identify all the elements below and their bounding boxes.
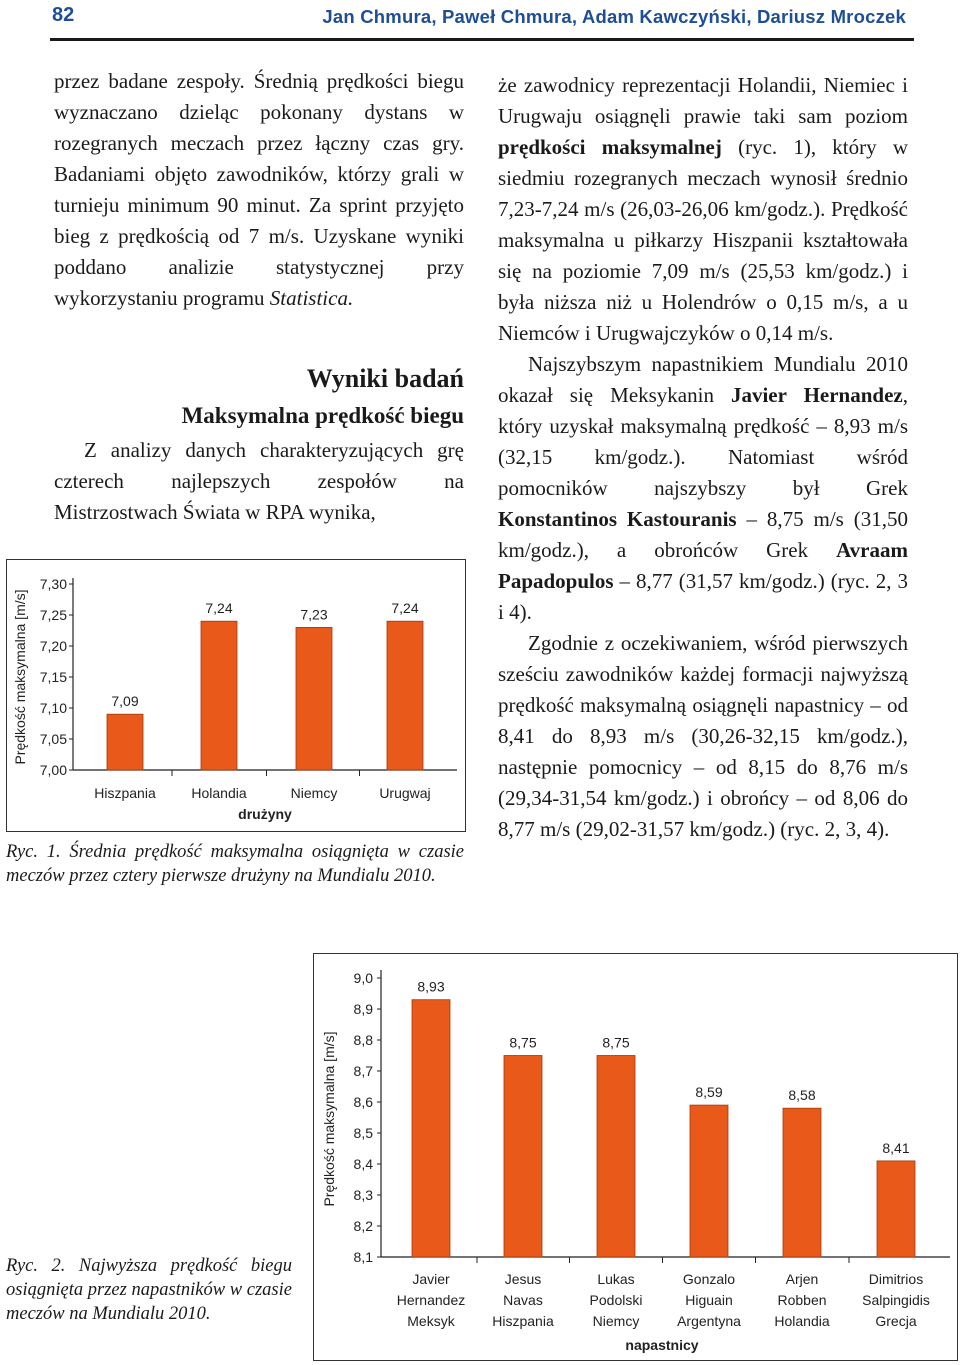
y-tick-label: 8,8	[353, 1032, 373, 1048]
y-tick-label: 8,1	[353, 1249, 373, 1265]
y-tick-label: 7,30	[39, 576, 67, 592]
x-category-label: Lukas	[597, 1271, 635, 1287]
x-category-label: Navas	[503, 1292, 543, 1308]
bar-value-label: 7,23	[300, 606, 328, 623]
bar	[387, 621, 423, 770]
x-category-label: Robben	[777, 1292, 827, 1308]
right-column	[498, 70, 908, 845]
bar	[783, 1108, 821, 1257]
x-category-label: Gonzalo	[682, 1271, 736, 1287]
bar-value-label: 8,93	[417, 978, 445, 995]
results-2-text-c: , który uzyskał maksymalną prędkość – 8,93 m/s (32,15 km/godz.). Natomiast wśród pomocników najszybszy był Grek	[498, 383, 908, 500]
bar	[877, 1161, 915, 1257]
y-tick-label: 7,00	[39, 762, 67, 778]
x-category-label: Holandia	[191, 785, 247, 801]
results-2-text-a: Najszybszym napastnikiem Mundialu 2010 okazał się Meksykanin	[498, 352, 908, 407]
y-tick-label: 7,10	[39, 700, 67, 716]
x-category-label: Podolski	[589, 1292, 643, 1308]
authors-header: Jan Chmura, Paweł Chmura, Adam Kawczyński, Dariusz Mroczek	[322, 6, 906, 27]
methods-text: przez badane zespoły. Średnią prędkości biegu wyznaczano dzieląc pokonany dystans w rozegranych meczach przez łączny czas gry. Badaniami objęto zawodników, którzy grali w turnieju minimum 90 minut. Za sprint przyjęto bieg z prędkością od 7 m/s. Uzyskane wyniki poddano analizie statystycznej przy wykorzystaniu programu	[54, 69, 464, 310]
results-1-text-a: że zawodnicy reprezentacji Holandii, Niemiec i Urugwaju osiągnęli prawie taki sam poziom	[498, 73, 908, 128]
x-category-label: Grecja	[875, 1313, 917, 1329]
bar-value-label: 8,41	[882, 1139, 910, 1156]
header-rule	[50, 38, 914, 41]
left-column	[54, 66, 464, 314]
paragraph-intro	[54, 435, 464, 528]
paragraph-results-1	[498, 70, 908, 349]
y-tick-label: 8,5	[353, 1125, 373, 1141]
bar	[412, 1000, 450, 1257]
x-category-label: Hernandez	[396, 1292, 466, 1308]
x-category-label: Urugwaj	[379, 785, 431, 801]
figure-2-caption: Ryc. 2. Najwyższa prędkość biegu osiągnięta przez napastników w czasie meczów na Mundialu 2010.	[6, 1256, 292, 1324]
bar-value-label: 7,24	[205, 600, 233, 617]
y-tick-label: 7,15	[39, 669, 67, 685]
results-2-text-e: – 8,75 m/s (31,50 km/godz.), a obrońców Grek	[498, 507, 908, 562]
results-1-bold: prędkości maksymalnej	[498, 135, 722, 159]
figure-2-chart	[313, 953, 958, 1361]
intro-text: Z analizy danych charakteryzujących grę czterech najlepszych zespołów na Mistrzostwach Świata w RPA wynika,	[54, 438, 464, 524]
y-tick-label: 8,3	[353, 1187, 373, 1203]
bar-value-label: 7,24	[391, 600, 419, 617]
y-tick-label: 7,25	[39, 607, 67, 623]
y-tick-label: 8,6	[353, 1094, 373, 1110]
paragraph-results-2	[498, 349, 908, 628]
results-2-text-g: – 8,77 (31,57 km/godz.) (ryc. 2, 3 i 4).	[498, 569, 908, 624]
section-title: Wyniki badań	[306, 364, 464, 393]
bar	[201, 621, 237, 770]
x-category-label: Javier	[412, 1271, 450, 1287]
page-number: 82	[52, 4, 75, 26]
figure-1-caption: Ryc. 1. Średnia prędkość maksymalna osiągnięta w czasie meczów przez cztery pierwsze drużyny na Mundialu 2010.	[6, 842, 464, 886]
figure-1-chart	[6, 559, 466, 832]
y-tick-label: 7,20	[39, 638, 67, 654]
results-2-bold-papadopulos: Avraam Papadopulos	[498, 538, 908, 593]
x-category-label: Niemcy	[290, 785, 338, 801]
bar	[597, 1056, 635, 1258]
bar-value-label: 8,58	[788, 1087, 816, 1104]
paragraph-methods	[54, 66, 464, 314]
statistica-italic: Statistica.	[269, 286, 354, 310]
y-tick-label: 7,05	[39, 731, 67, 747]
x-axis-label: napastnicy	[625, 1337, 699, 1353]
y-axis-label: Prędkość maksymalna [m/s]	[12, 589, 28, 765]
bar	[504, 1056, 542, 1258]
x-category-label: Dimitrios	[868, 1271, 924, 1287]
y-tick-label: 8,9	[353, 1001, 373, 1017]
x-category-label: Niemcy	[592, 1313, 640, 1329]
y-tick-label: 8,4	[353, 1156, 373, 1172]
x-axis-label: drużyny	[238, 806, 292, 822]
paragraph-results-3: Zgodnie z oczekiwaniem, wśród pierwszych sześciu zawodników każdej formacji najwyższą prędkość maksymalną osiągnęli napastnicy – od 8,41 do 8,93 m/s (30,26-32,15 km/godz.), następnie pomocnicy – od 8,15 do 8,76 m/s (29,34-31,54 km/godz.) i obrońcy – od 8,06 do 8,77 m/s (29,02-31,57 km/godz.) (ryc. 2, 3, 4).	[498, 631, 908, 841]
x-category-label: Salpingidis	[862, 1292, 930, 1308]
bar-value-label: 8,75	[509, 1034, 537, 1051]
x-category-label: Arjen	[785, 1271, 819, 1287]
subsection-title: Maksymalna prędkość biegu	[181, 403, 464, 428]
y-tick-label: 9,0	[353, 970, 373, 986]
bar	[296, 627, 332, 770]
results-2-bold-kastouranis: Konstantinos Kastouranis	[498, 507, 737, 531]
x-category-label: Hiszpania	[94, 785, 156, 801]
results-1-text-c: (ryc. 1), który w siedmiu rozegranych meczach wynosił średnio 7,23-7,24 m/s (26,03-26,06 km/godz.). Prędkość maksymalna u piłkarzy Hiszpanii kształtowała się na poziomie 7,09 m/s (25,53 km/godz.) i była niższa niż u Holendrów o 0,15 m/s, a u Niemców i Urugwajczyków o 0,14 m/s.	[498, 135, 908, 345]
x-category-label: Argentyna	[677, 1313, 741, 1329]
bar	[690, 1105, 728, 1257]
bar-value-label: 8,59	[695, 1084, 723, 1101]
y-tick-label: 8,2	[353, 1218, 373, 1234]
bar-value-label: 8,75	[602, 1034, 630, 1051]
x-category-label: Jesus	[504, 1271, 542, 1287]
results-2-bold-hernandez: Javier Hernandez	[730, 383, 903, 407]
y-axis-label: Prędkość maksymalna [m/s]	[321, 1031, 337, 1207]
y-tick-label: 8,7	[353, 1063, 373, 1079]
chart-2-svg	[314, 954, 957, 1360]
x-category-label: Meksyk	[407, 1313, 455, 1329]
chart-1-svg	[7, 560, 465, 831]
x-category-label: Hiszpania	[492, 1313, 554, 1329]
bar-value-label: 7,09	[111, 693, 139, 710]
x-category-label: Higuain	[685, 1292, 733, 1308]
bar	[107, 714, 143, 770]
x-category-label: Holandia	[774, 1313, 830, 1329]
